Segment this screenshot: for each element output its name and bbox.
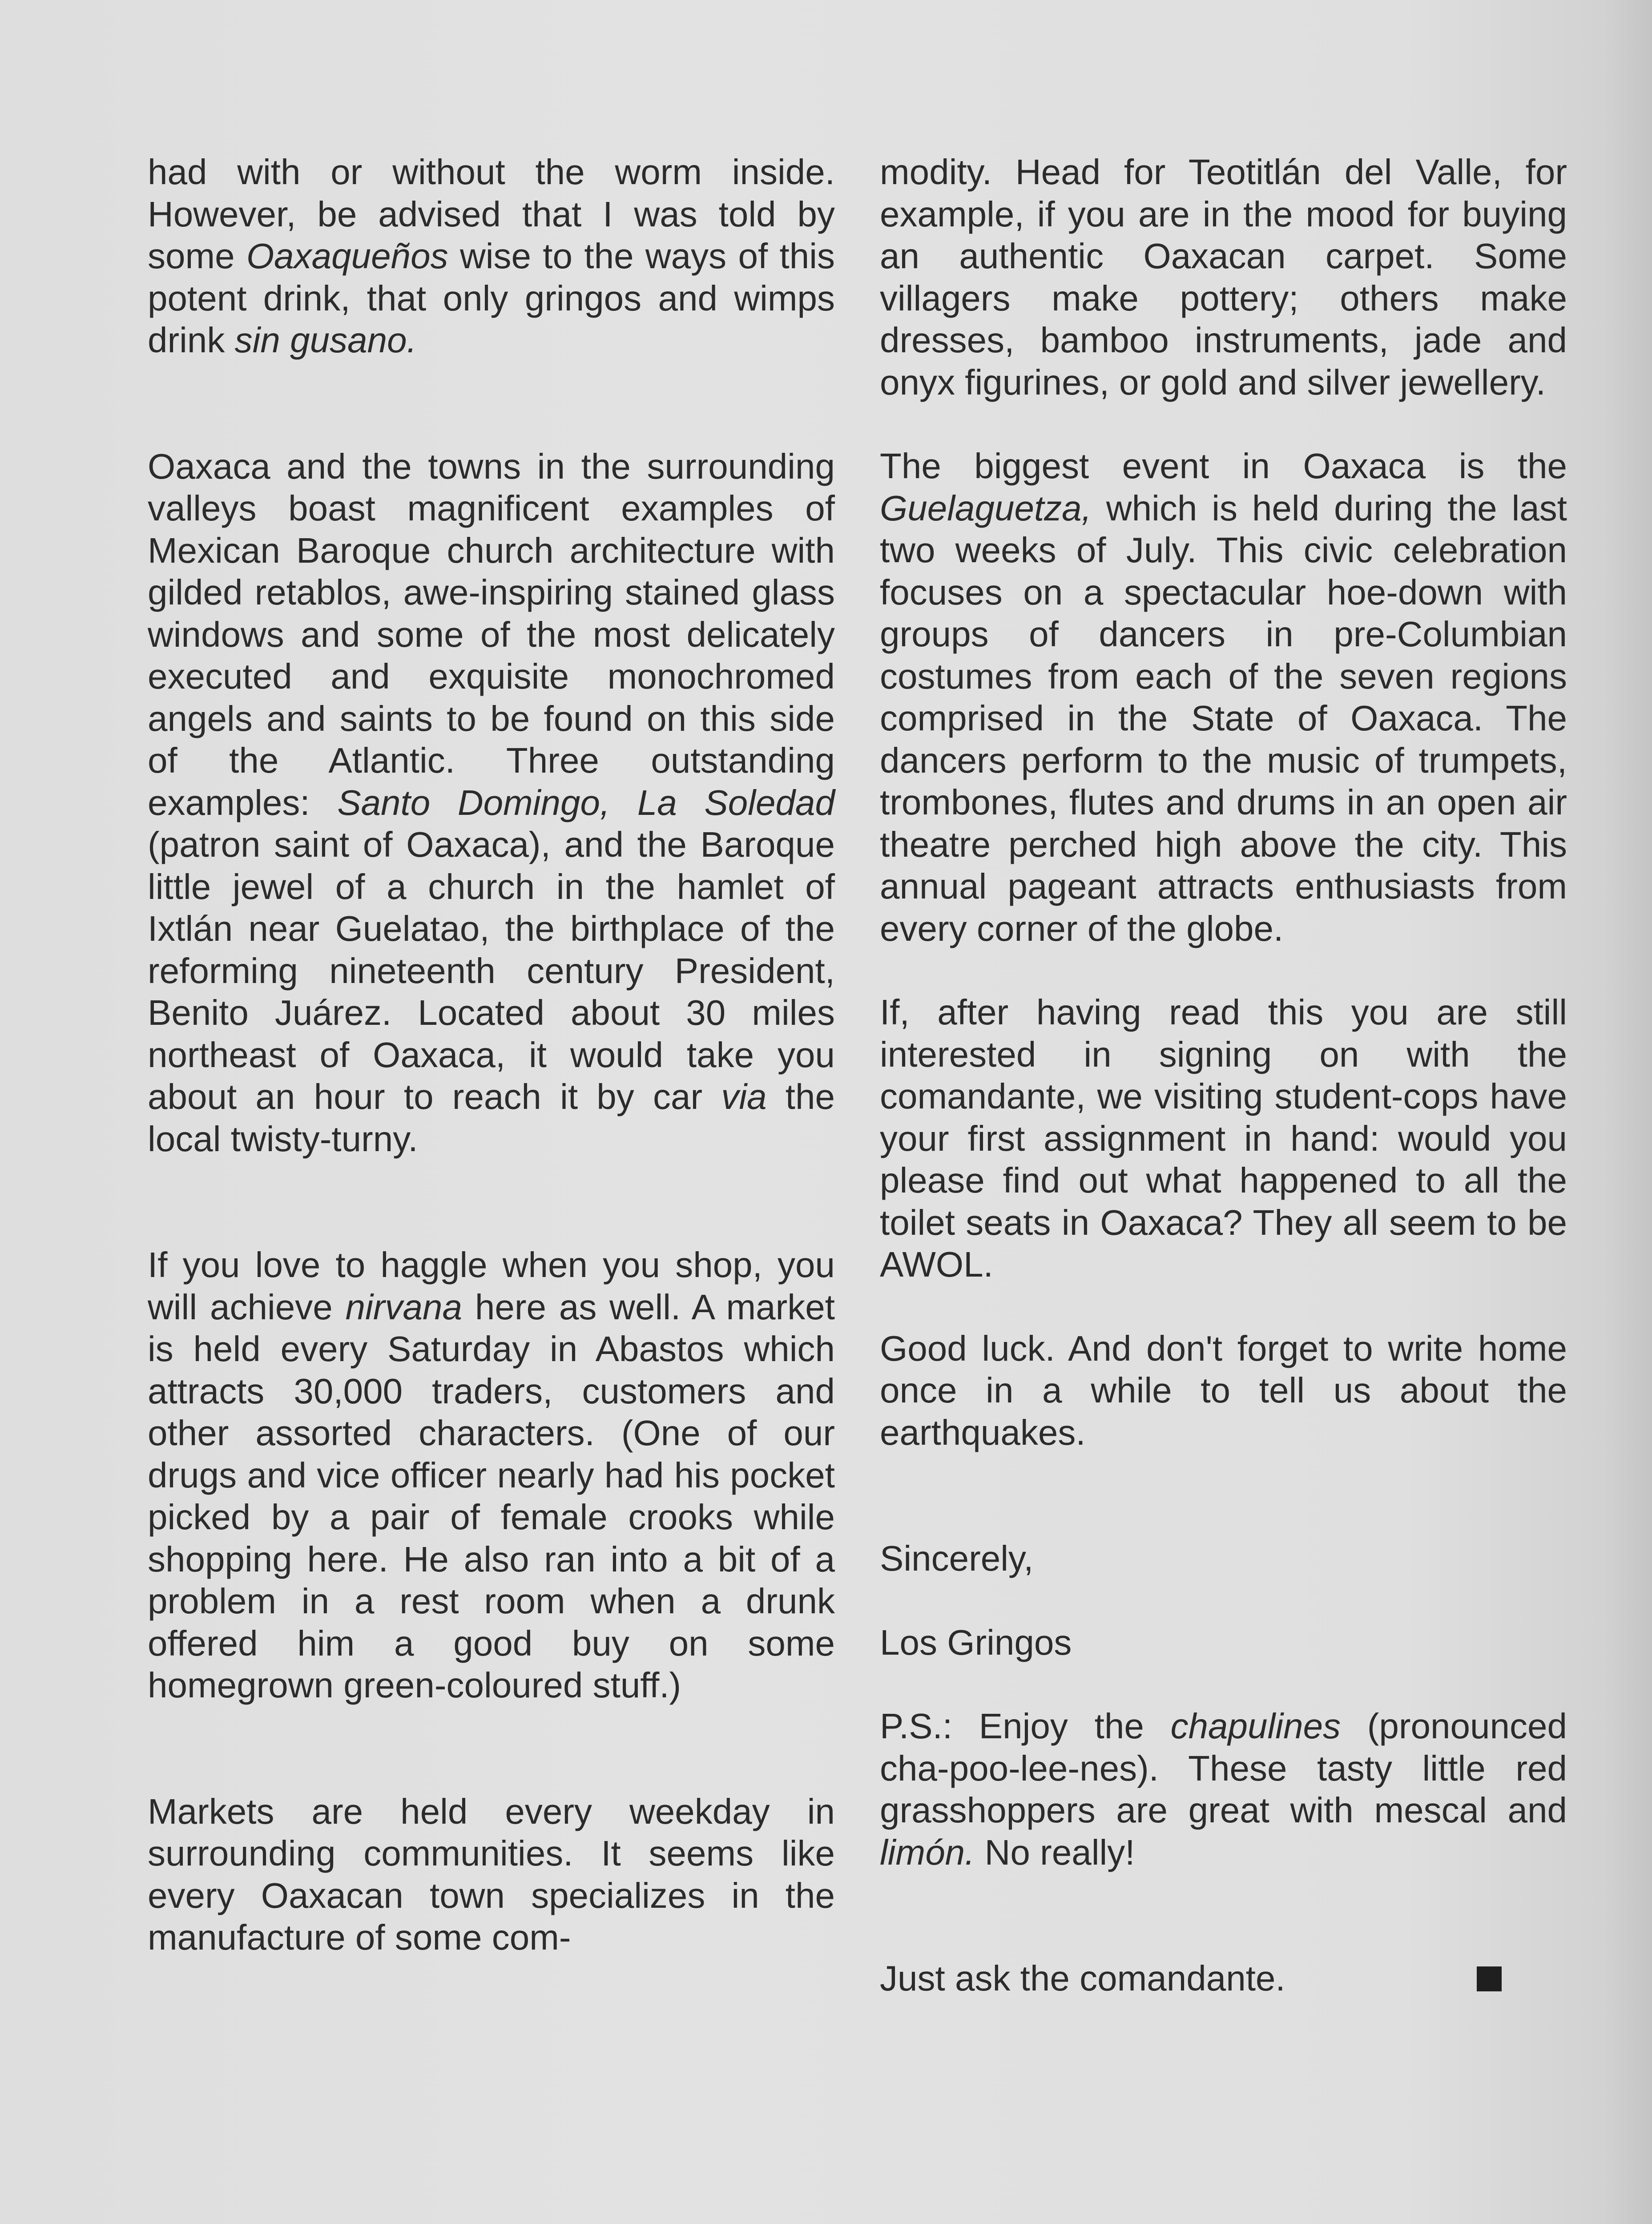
text-run: here as well. A market is held every Saturday in Abastos which attracts 30,000 traders, customers and other assorted characters. (One of our drugs and vice officer nearly had his pocket picked by a pair of female crooks while shopping here. He also ran into a bit of a problem in a rest room when a drunk offered him a good buy on some homegrown green-coloured stuff.) <box>148 1287 835 1705</box>
text-run: Just ask the comandante. <box>880 1958 1285 1998</box>
paragraph-guelaguetza <box>880 445 1567 950</box>
text-run: wise to the ways of this potent drink, that only gringos and wimps drink <box>148 236 835 360</box>
paragraph-mescal-worm <box>148 151 835 362</box>
text-run: which is held during the last two weeks of July. This civic celebration focuses on a spectacular hoe-down with groups of dancers in pre-Columbian costumes from each of the seven regions comprised in the State of Oaxaca. The dancers perform to the music of trumpets, trombones, flutes and drums in an open air theatre perched high above the city. This annual pageant attracts enthusiasts from every corner of the globe. <box>880 488 1567 948</box>
italic-term: nirvana <box>345 1287 462 1327</box>
italic-term: Guelaguetza, <box>880 488 1092 528</box>
paragraph-final-line <box>880 1958 1567 2000</box>
text-run: (pronounced cha-poo-lee-nes). These tasty little red grasshoppers are great with mescal and <box>880 1706 1567 1830</box>
paragraph-good-luck: Good luck. And don't forget to write home once in a while to tell us about the earthquakes. <box>880 1328 1567 1452</box>
letter-closing: Sincerely, <box>880 1539 1034 1578</box>
end-of-article-icon <box>1477 1966 1502 1991</box>
paragraph-baroque-churches <box>148 446 835 1160</box>
left-text-column <box>148 151 835 1959</box>
right-text-column <box>880 151 1567 2000</box>
paragraph-postscript <box>880 1705 1567 1873</box>
italic-term: chapulines <box>1170 1706 1341 1746</box>
text-run: Oaxaca and the towns in the surrounding valleys boast magnificent examples of Mexican Baroque church architecture with gilded retablos, awe-inspiring stained glass windows and some of the most delicately executed and exquisite monochromed angels and saints to be found on this side of the Atlantic. Three outstanding examples: <box>148 446 835 822</box>
text-run: The biggest event in Oaxaca is the <box>880 446 1567 486</box>
text-run: the local twisty-turny. <box>148 1077 835 1159</box>
paragraph-weekday-markets: Markets are held every weekday in surrounding communities. It seems like every Oaxacan town specializes in the manufacture of some com- <box>148 1791 835 1957</box>
letter-signature: Los Gringos <box>880 1622 1072 1662</box>
italic-term: Oaxaqueños <box>246 236 448 276</box>
italic-term: via <box>721 1077 767 1116</box>
text-run: (patron saint of Oaxaca), and the Baroque little jewel of a church in the hamlet of Ixtlán near Guelatao, the birthplace of the reforming nineteenth century President, Benito Juárez. Located about 30 miles northeast of Oaxaca, it would take you about an hour to reach it by car <box>148 825 835 1116</box>
paragraph-crafts: modity. Head for Teotitlán del Valle, for example, if you are in the mood for buying an authentic Oaxacan carpet. Some villagers make pottery; others make dresses, bamboo instruments, jade and onyx figurines, or gold and silver jewellery. <box>880 152 1567 402</box>
text-run: If you love to haggle when you shop, you will achieve <box>148 1245 835 1327</box>
italic-term: Santo Domingo, La Soledad <box>337 782 835 822</box>
text-run: No really! <box>975 1832 1135 1872</box>
paragraph-abastos-market <box>148 1244 835 1707</box>
text-run: P.S.: Enjoy the <box>880 1706 1171 1746</box>
italic-term: sin gusano. <box>234 320 417 360</box>
italic-term: limón. <box>880 1832 975 1872</box>
text-run: had with or without the worm inside. However, be advised that I was told by some <box>148 152 835 276</box>
paragraph-assignment: If, after having read this you are still interested in signing on with the comandante, we visiting student-cops have your first assignment in hand: would you please find out what happened to all the toilet seats in Oaxaca? They all seem to be AWOL. <box>880 992 1567 1284</box>
